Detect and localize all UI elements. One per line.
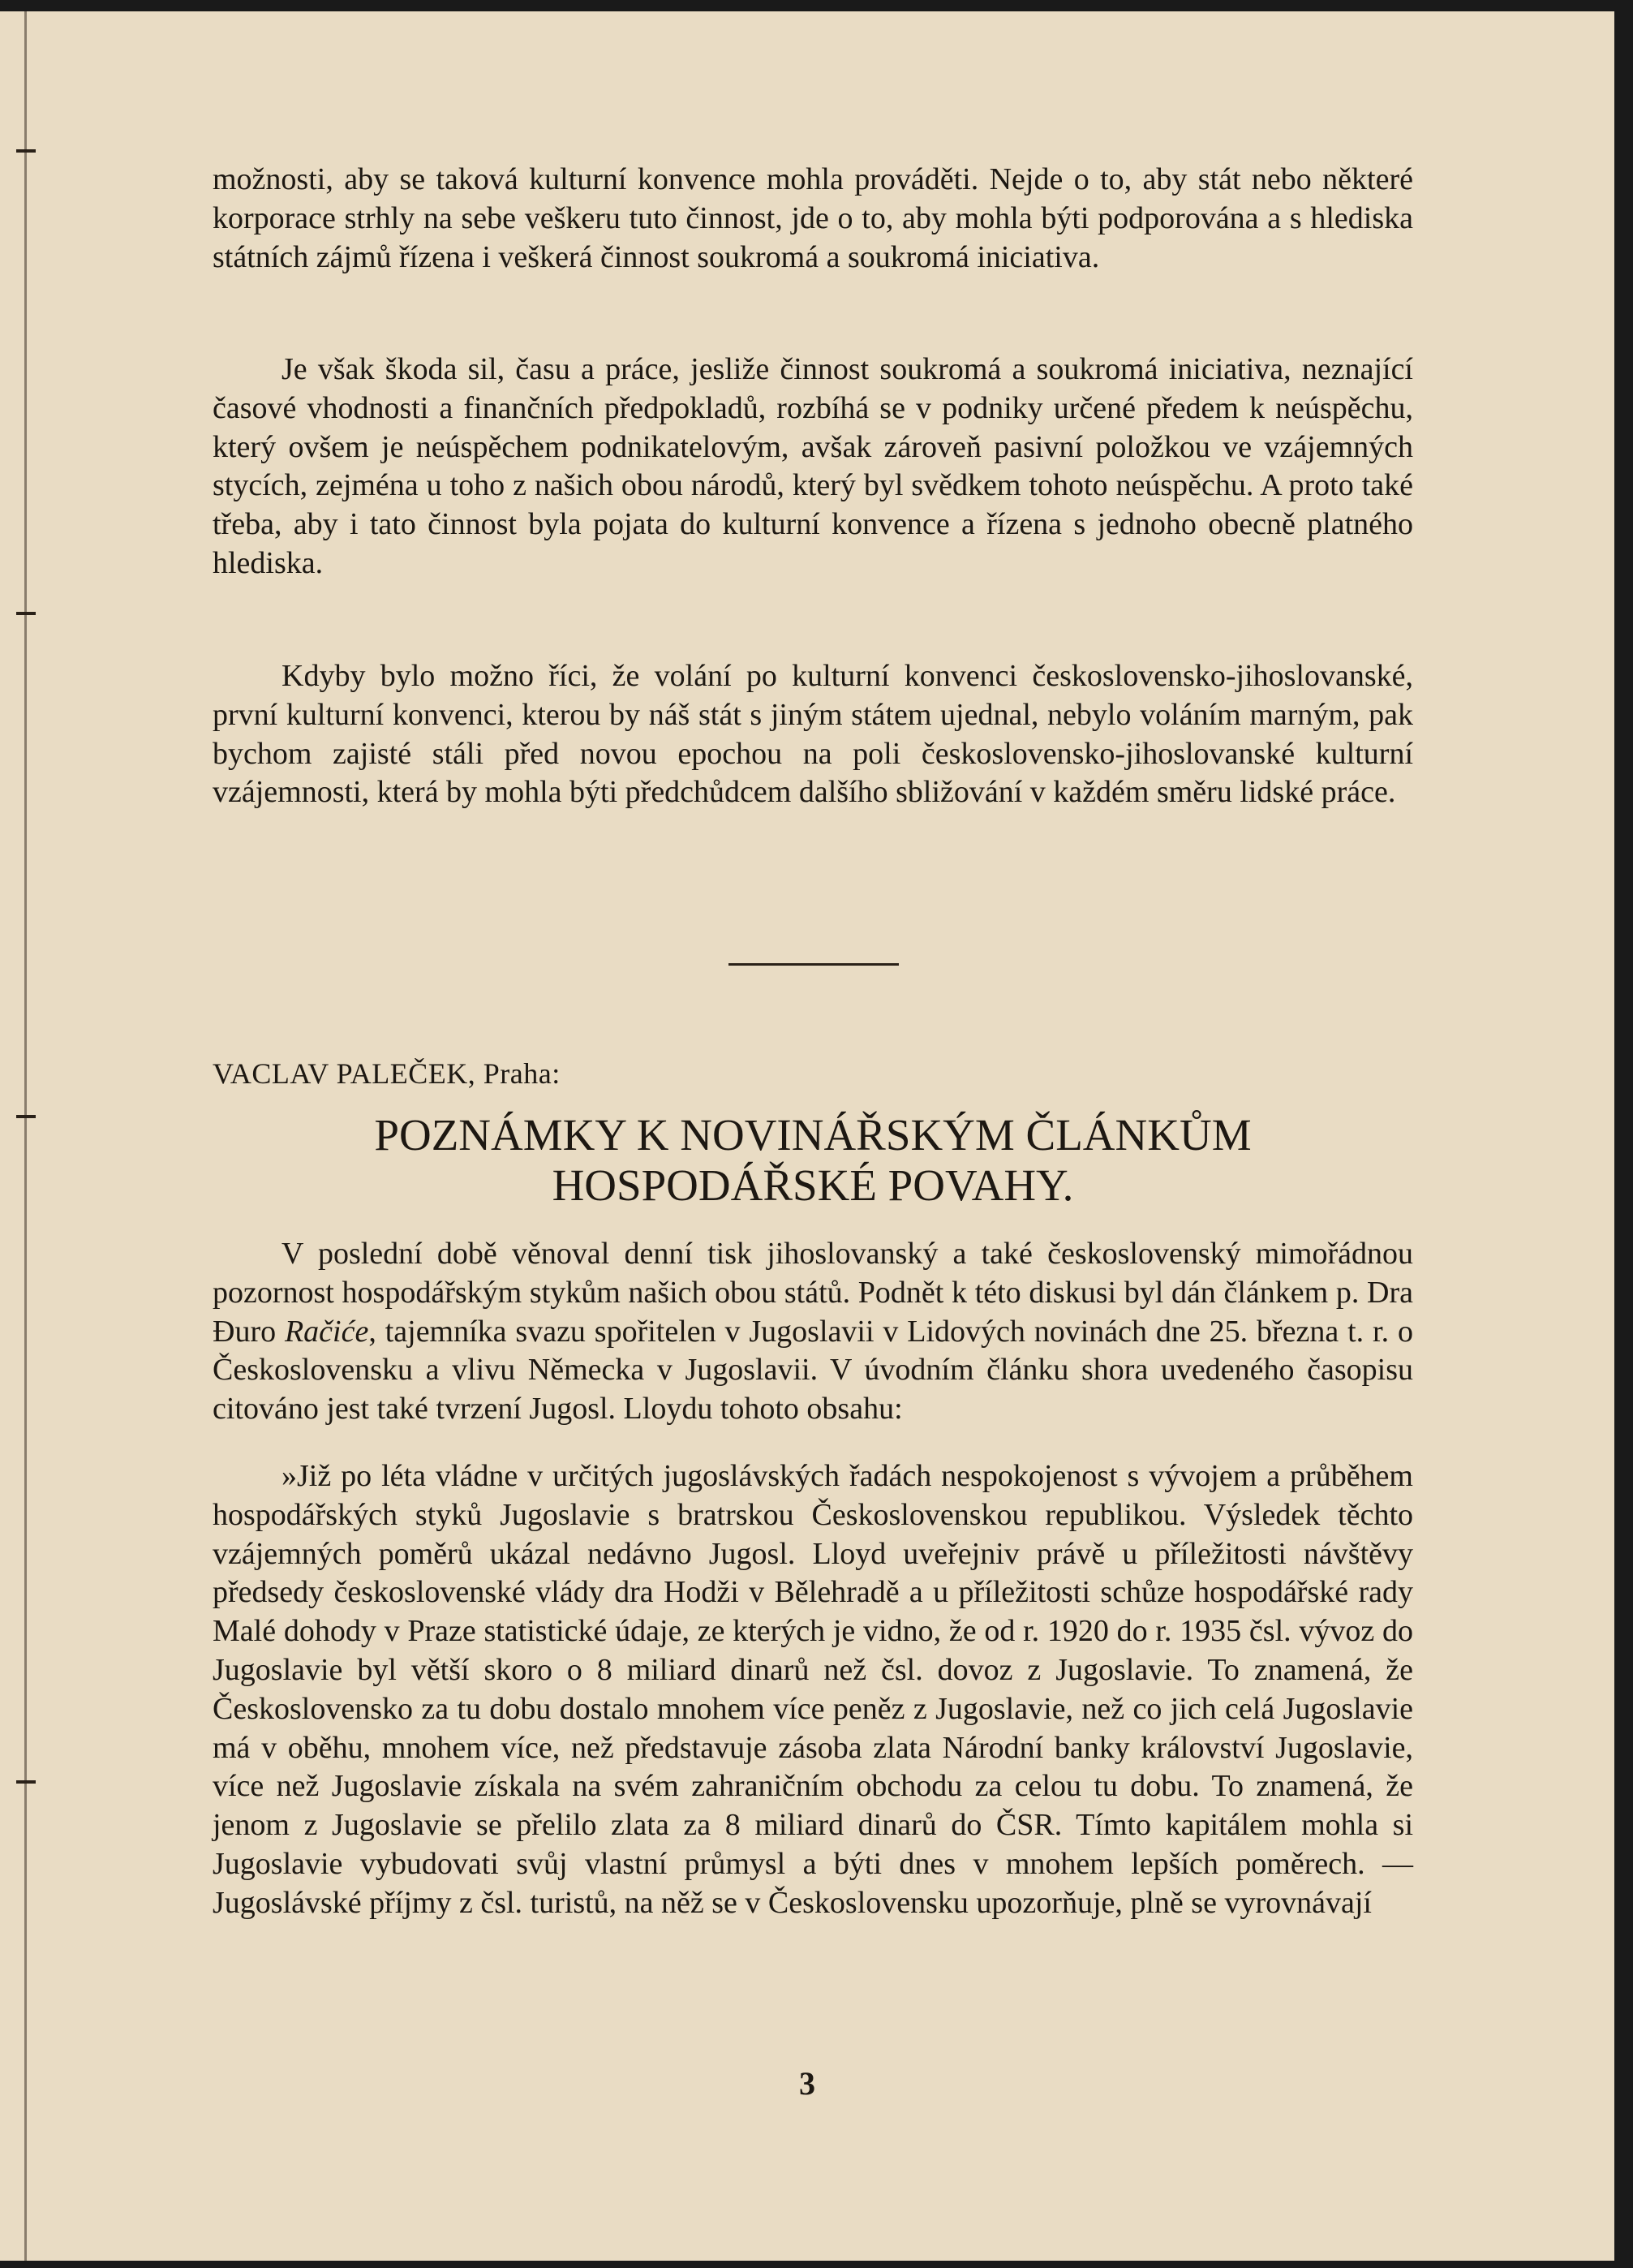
article-title — [213, 1110, 1413, 1211]
section-divider — [728, 963, 899, 966]
article-paragraph-1 — [213, 1235, 1413, 1429]
page-number: 3 — [799, 2065, 815, 2102]
article-paragraph-1-start: V poslední době věnoval denní tisk jihoslovanský a také československý mimořádnou pozornost hospodářským stykům našich obou států. Podnět k této diskusi byl dán článkem p. Dra Đuro — [213, 1237, 1413, 1349]
article-paragraph-1-end: , tajemníka svazu spořitelen v Jugoslavii v Lidových novinách dne 25. března t. r. o Československu a vlivu Německa v Jugoslavii. V úvodním článku shora uvedeného časopisu citováno jest také tvrzení Jugosl. Lloydu tohoto obsahu: — [213, 1314, 1413, 1427]
binding-mark — [16, 612, 36, 615]
paragraph-3: Kdyby bylo možno říci, že volání po kulturní konvenci československo-jihoslovanské, první kulturní konvenci, kterou by náš stát s jiným státem ujednal, nebylo voláním marným, pak bychom zajisté stáli před novou epochou na poli československo-jihoslovanské kulturní vzájemnosti, která by mohla býti předchůdcem dalšího sbližování v každém směru lidské práce. — [213, 659, 1413, 810]
article-paragraph-1-name: Račiće — [284, 1314, 369, 1349]
binding-mark — [16, 149, 36, 153]
document-page — [0, 11, 1614, 2261]
binding-edge — [24, 11, 27, 2261]
article-title-line-2: HOSPODÁŘSKÉ POVAHY. — [552, 1160, 1074, 1210]
article-title-line-1: POZNÁMKY K NOVINÁŘSKÝM ČLÁNKŮM — [374, 1110, 1252, 1160]
binding-mark — [16, 1115, 36, 1118]
paragraph-1: možnosti, aby se taková kulturní konvence mohla prováděti. Nejde o to, aby stát nebo některé korporace strhly na sebe veškeru tuto činnost, jde o to, aby mohla býti podporována a s hlediska státních zájmů řízena i veškerá činnost soukromá a soukromá iniciativa. — [213, 162, 1413, 274]
binding-mark — [16, 1780, 36, 1784]
article-author: VACLAV PALEČEK, Praha: — [213, 1057, 561, 1090]
article-quote: »Již po léta vládne v určitých jugoslávských řadách nespokojenost s vývojem a průběhem hospodářských styků Jugoslavie s bratrskou Československou republikou. Výsledek těchto vzájemných poměrů ukázal nedávno Jugosl. Lloyd uveřejniv právě u příležitosti návštěvy předsedy československé vlády dra Hodži v Bělehradě a u příležitosti schůze hospodářské rady Malé dohody v Praze statistické údaje, ze kterých je vidno, že od r. 1920 do r. 1935 čsl. vývoz do Jugoslavie byl větší skoro o 8 miliard dinarů než čsl. dovoz z Jugoslavie. To znamená, že Československo za tu dobu dostalo mnohem více peněz z Jugoslavie, než co jich celá Jugoslavie má v oběhu, mnohem více, než představuje zásoba zlata Národní banky království Jugoslavie, více než Jugoslavie získala na svém zahraničním obchodu za celou tu dobu. To znamená, že jenom z Jugoslavie se přelilo zlata za 8 miliard dinarů do ČSR. Tímto kapitálem mohla si Jugoslavie vybudovati svůj vlastní průmysl a býti dnes v mnohem lepších poměrech. — Jugoslávské příjmy z čsl. turistů, na něž se v Československu upozorňuje, plně se vyrovnávají — [213, 1459, 1413, 1920]
paragraph-2: Je však škoda sil, času a práce, jesliže činnost soukromá a soukromá iniciativa, neznající časové vhodnosti a finančních předpokladů, rozbíhá se v podniky určené předem k neúspěchu, který ovšem je neúspěchem podnikatelovým, avšak zároveň pasivní položkou ve vzájemných stycích, zejména u toho z našich obou národů, který byl svědkem tohoto neúspěchu. A proto také třeba, aby i tato činnost byla pojata do kulturní konvence a řízena s jednoho obecně platného hlediska. — [213, 352, 1413, 580]
